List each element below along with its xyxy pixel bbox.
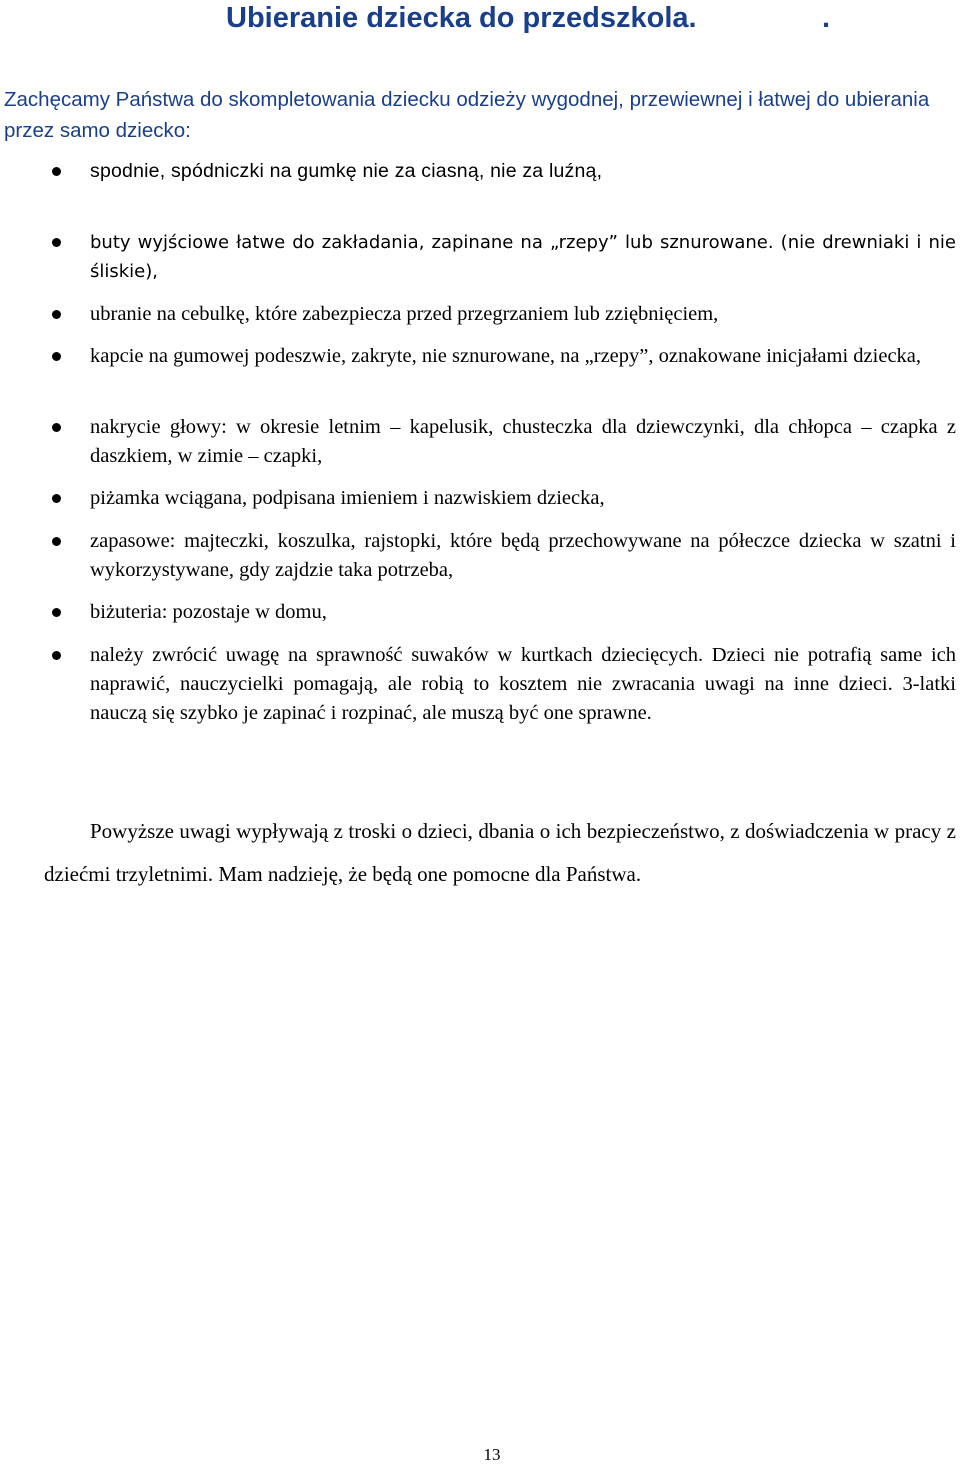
list-item-text: zapasowe: majteczki, koszulka, rajstopki, które będą przechowywane na półeczce dziecka w szatni i wykorzystywane, gdy zajdzie taka potrzeba, [90, 530, 956, 581]
list-item [90, 413, 956, 471]
bullet-icon [52, 352, 61, 361]
list-item [90, 157, 956, 186]
list-item [90, 228, 956, 286]
bullet-icon [52, 310, 61, 319]
bullet-icon [52, 167, 61, 176]
intro-paragraph: Zachęcamy Państwa do skompletowania dziecku odzieży wygodnej, przewiewnej i łatwej do ubierania przez samo dziecko: [4, 88, 930, 142]
bullet-icon [52, 537, 61, 546]
list-item [90, 342, 956, 371]
document-title [226, 0, 831, 36]
bullet-icon [52, 494, 61, 503]
list-item-text: biżuteria: pozostaje w domu, [90, 601, 327, 623]
page-number: 13 [483, 1445, 501, 1464]
list-item-text: buty wyjściowe łatwe do zakładania, zapinane na „rzepy” lub sznurowane. (nie drewniaki i nie śliskie), [90, 232, 956, 282]
list-item [90, 484, 956, 513]
list-item [90, 641, 956, 728]
list-item-text: kapcie na gumowej podeszwie, zakryte, nie sznurowane, na „rzepy”, oznakowane inicjałami dziecka, [90, 345, 922, 367]
list-item-text: należy zwrócić uwagę na sprawność suwaków w kurtkach dziecięcych. Dzieci nie potrafią same ich naprawić, nauczycielki pomagają, ale robią to kosztem nie zwracania uwagi na inne dzieci. 3-latki nauczą się szybko je zapinać i rozpinać, ale muszą być one sprawne. [90, 644, 956, 724]
list-item-text: nakrycie głowy: w okresie letnim – kapelusik, chusteczka dla dziewczynki, dla chłopca – czapka z daszkiem, w zimie – czapki, [90, 416, 956, 467]
list-item [90, 300, 956, 329]
list-item [90, 598, 956, 627]
bullet-icon [52, 423, 61, 432]
title-text: Ubieranie dziecka do przedszkola. [226, 2, 697, 34]
bullet-icon [52, 608, 61, 617]
list-item-text: piżamka wciągana, podpisana imieniem i nazwiskiem dziecka, [90, 487, 605, 509]
bullet-icon [52, 651, 61, 660]
closing-paragraph: Powyższe uwagi wypływają z troski o dzieci, dbania o ich bezpieczeństwo, z doświadczenia w pracy z dziećmi trzyletnimi. Mam nadzieję, że będą one pomocne dla Państwa. [44, 819, 956, 886]
list-item-text: ubranie na cebulkę, które zabezpiecza przed przegrzaniem lub zziębnięciem, [90, 303, 719, 325]
bullet-icon [52, 238, 61, 247]
list-item [90, 527, 956, 585]
list-item-text: spodnie, spódniczki na gumkę nie za ciasną, nie za luźną, [90, 160, 603, 182]
title-trailing-dot: . [822, 2, 831, 34]
